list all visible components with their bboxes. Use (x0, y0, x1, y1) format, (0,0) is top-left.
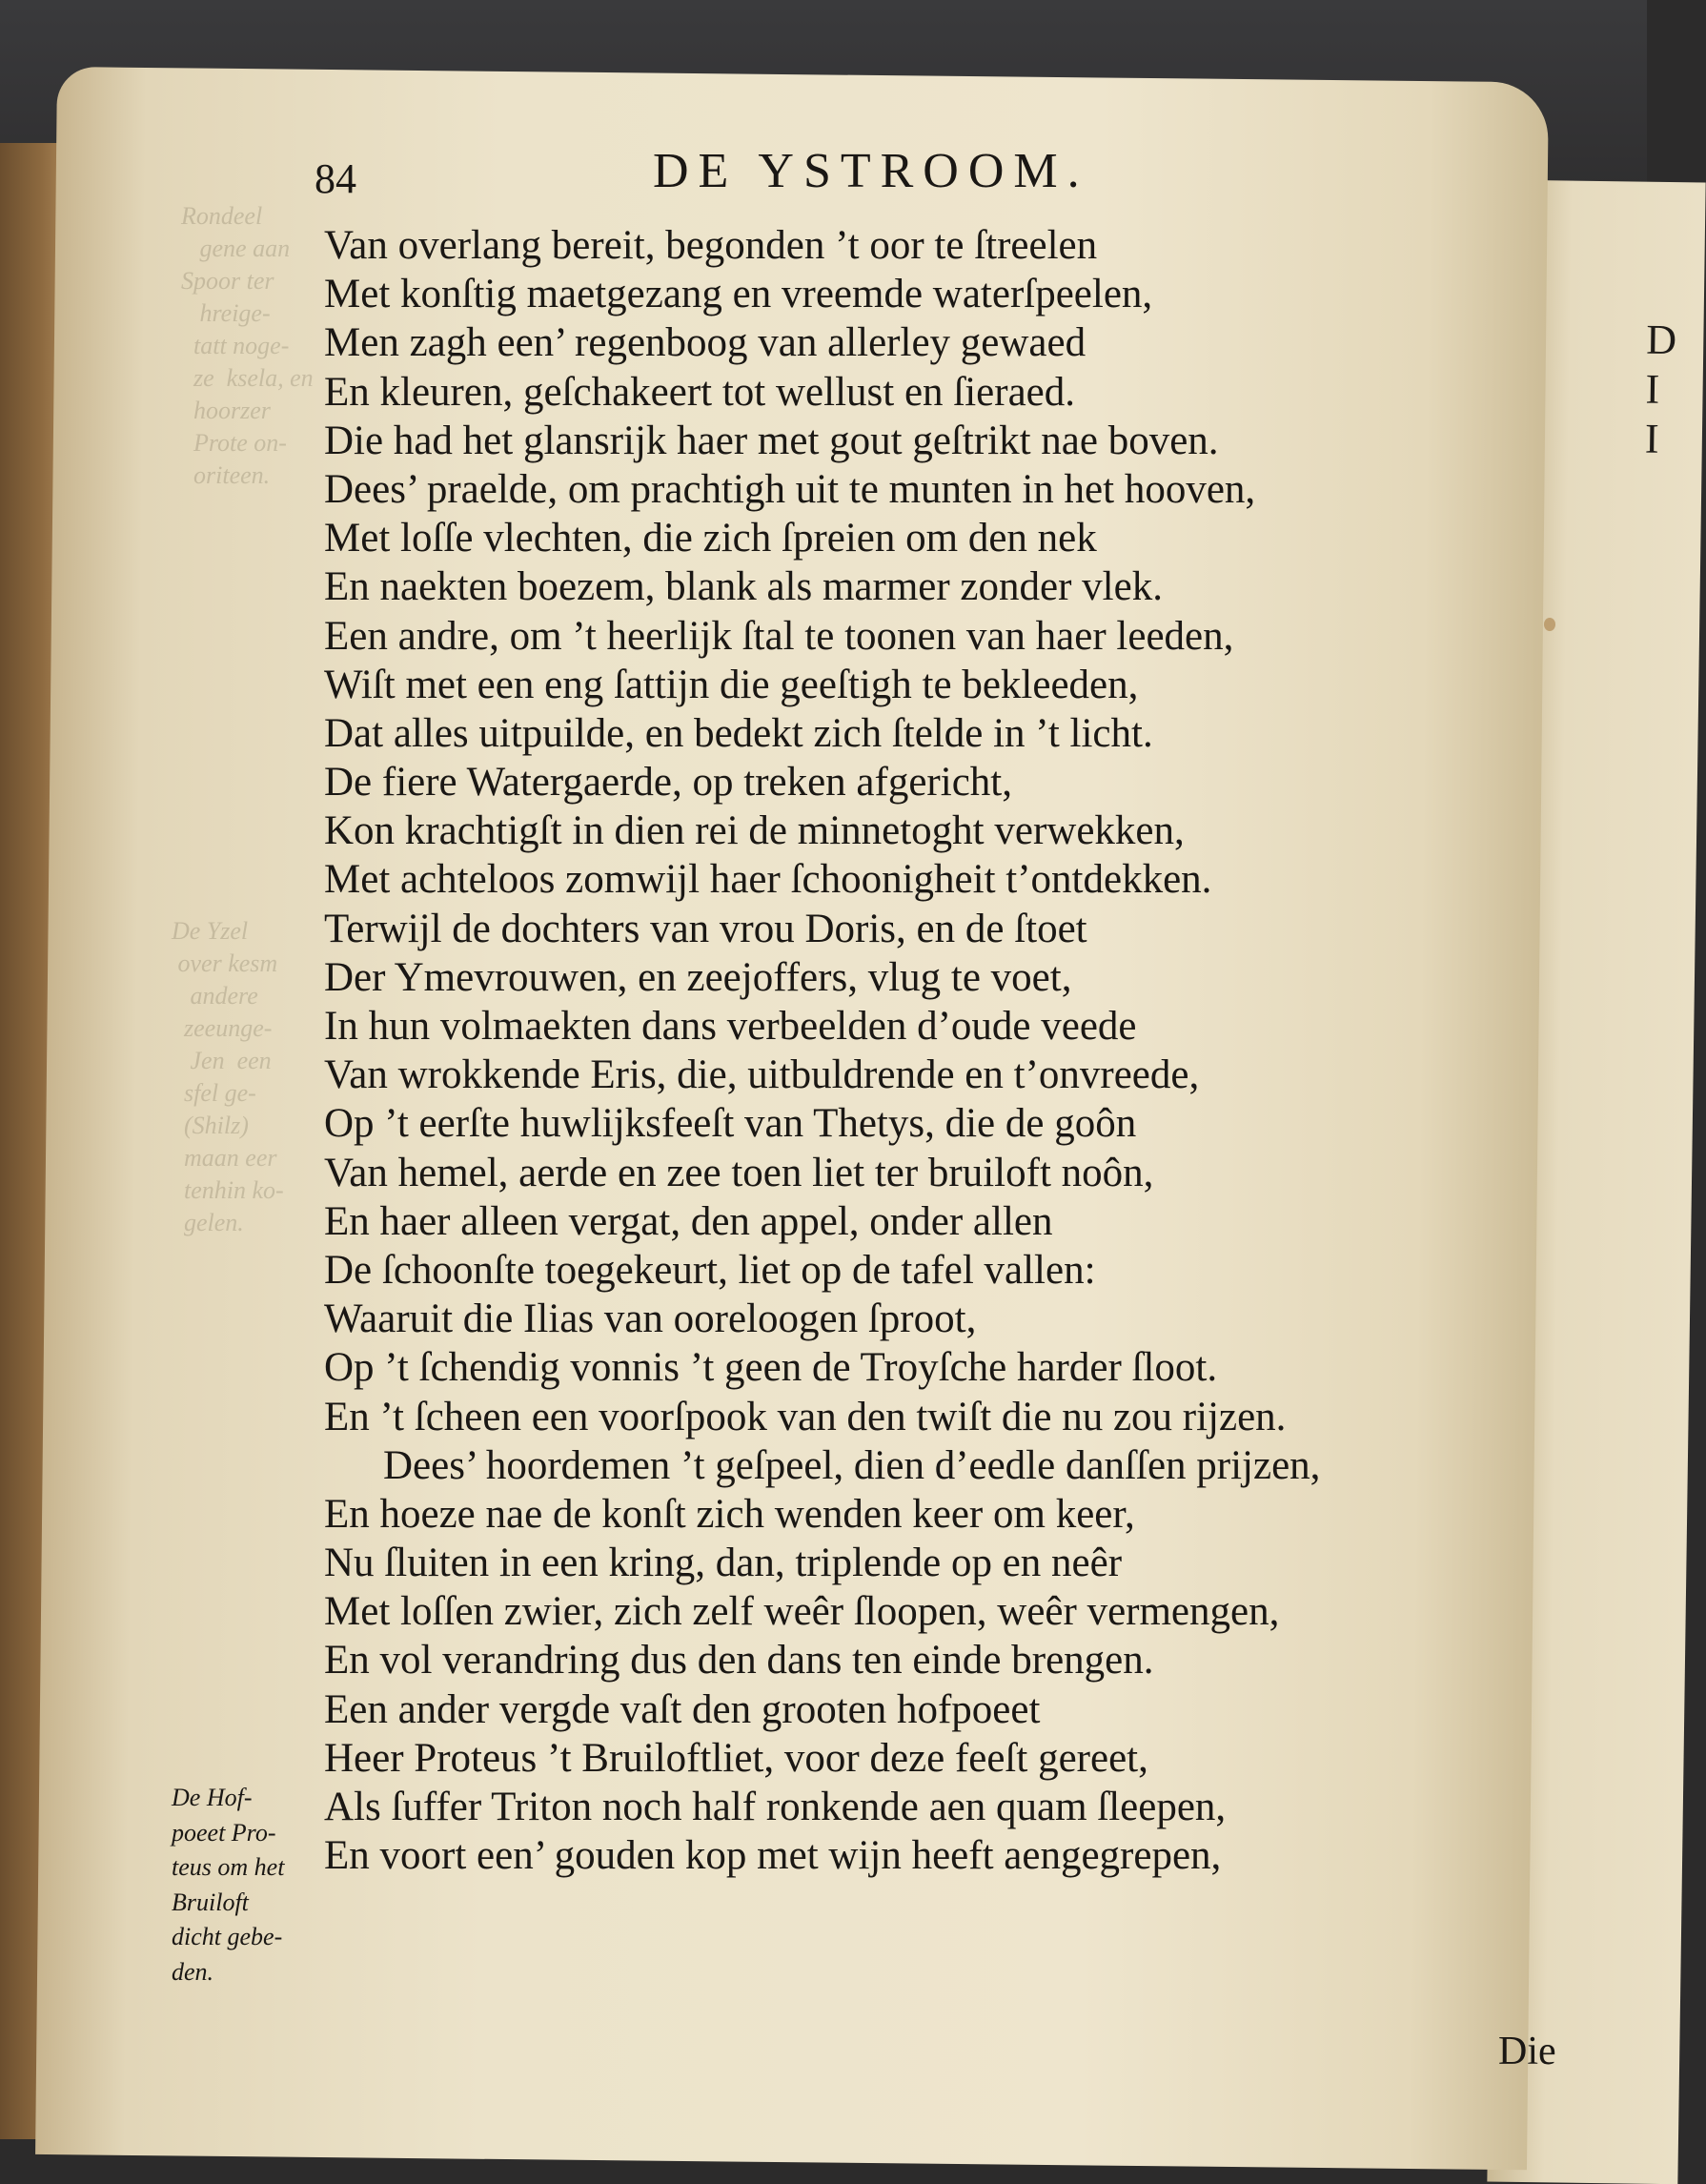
verse-line: En naekten boezem, blank als marmer zonder vlek. (324, 564, 1163, 610)
verse-line: Als ſuffer Triton noch half ronkende aen quam ſleepen, (324, 1785, 1227, 1829)
facing-page-fragment: I (1644, 415, 1659, 462)
verse-line: Met loſſe vlechten, die zich ſpreien om den nek (324, 516, 1097, 561)
verse-line: Van hemel, aerde en zee toen liet ter bruiloft noôn, (324, 1150, 1154, 1195)
verse-line: Dees’ praelde, om prachtigh uit te munten in het hooven, (324, 466, 1256, 512)
verse-line: Kon krachtigſt in dien rei de minnetoght verwekken, (324, 808, 1185, 854)
catchword: Die (1498, 2030, 1556, 2073)
verse-line: Wiſt met een eng ſattijn die geeſtigh te bekleeden, (324, 662, 1139, 707)
verse-line: Waaruit die Ilias van ooreloogen ſproot, (324, 1296, 977, 1342)
verse-line: Der Ymevrouwen, en zeejoffers, vlug te voet, (324, 954, 1072, 1000)
marginal-note-line: den. (172, 1957, 214, 1986)
verse-line: Dees’ hoordemen ’t geſpeel, dien d’eedle danſſen prijzen, (383, 1442, 1321, 1488)
verse-line: Terwijl de dochters van vrou Doris, en de ſtoet (324, 906, 1087, 951)
verse-line: Die had het glansrijk haer met gout geſtrikt nae boven. (324, 418, 1219, 463)
marginal-note-line: Bruiloft (172, 1888, 249, 1916)
verse-line: En voort een’ gouden kop met wijn heeft aengegrepen, (324, 1833, 1222, 1879)
verse-line: Nu ſluiten in een kring, dan, triplende op en neêr (324, 1541, 1123, 1586)
verse-line: De fiere Watergaerde, op treken afgericht, (324, 760, 1012, 806)
marginal-note-line: teus om het (172, 1853, 285, 1881)
verse-line: Een ander vergde vaſt den grooten hofpoeet (324, 1686, 1041, 1732)
verse-line: En vol verandring dus den dans ten einde brengen. (324, 1638, 1154, 1684)
running-title: DE YSTROOM. (653, 144, 1089, 198)
verse-line: Dat alles uitpuilde, en bedekt zich ſtelde in ’t licht. (324, 710, 1153, 756)
show-through-text: De Yzel over kesm andere zeeunge- Jen een sfel ge- (Shilz) maan eer tenhin ko- gelen. (172, 917, 284, 1236)
marginal-note-line: De Hof- (172, 1784, 253, 1811)
marginal-note (172, 1781, 334, 1990)
verse-line: En kleuren, geſchakeert tot wellust en ſieraed. (324, 369, 1076, 415)
verse-line: De ſchoonſte toegekeurt, liet op de tafel vallen: (324, 1247, 1096, 1293)
verse-line: Met achteloos zomwijl haer ſchoonigheit t’ontdekken. (324, 857, 1212, 903)
show-through-text: Rondeel gene aan Spoor ter hreige- tatt noge- ze ksela, en hoorzer Prote on- oriteen. (181, 202, 314, 489)
page-number: 84 (315, 155, 356, 202)
verse-line: Van overlang bereit, begonden ’t oor te ſtreelen (324, 223, 1098, 268)
facing-page-fragment: D (1646, 316, 1677, 364)
verse-line: Heer Proteus ’t Bruiloftliet, voor deze feeſt gereet, (324, 1735, 1148, 1781)
poem-text (324, 221, 1554, 1880)
verse-line: Op ’t eerſte huwlijksfeeſt van Thetys, die de goôn (324, 1101, 1137, 1147)
verse-line: In hun volmaekten dans verbeelden d’oude veede (324, 1004, 1137, 1049)
verse-line: Men zagh een’ regenboog van allerley gewaed (324, 320, 1087, 366)
verse-line: Op ’t ſchendig vonnis ’t geen de Troyſche harder ſloot. (324, 1345, 1218, 1391)
verse-line: Met loſſen zwier, zich zelf weêr ſloopen, weêr vermengen, (324, 1589, 1280, 1635)
marginal-note-line: dicht gebe- (172, 1923, 283, 1950)
facing-page-fragment: I (1645, 365, 1660, 413)
verse-line: En haer alleen vergat, den appel, onder allen (324, 1198, 1053, 1244)
marginal-note-line: poeet Pro- (172, 1818, 276, 1847)
verse-line: Van wrokkende Eris, die, uitbuldrende en t’onvreede, (324, 1052, 1200, 1098)
verse-line: En ’t ſcheen een voorſpook van den twiſt die nu zou rijzen. (324, 1394, 1287, 1439)
verse-line: Met konſtig maetgezang en vreemde waterſpeelen, (324, 272, 1153, 317)
verse-line: En hoeze nae de konſt zich wenden keer om keer, (324, 1491, 1135, 1537)
verse-line: Een andre, om ’t heerlijk ſtal te toonen van haer leeden, (324, 613, 1234, 659)
